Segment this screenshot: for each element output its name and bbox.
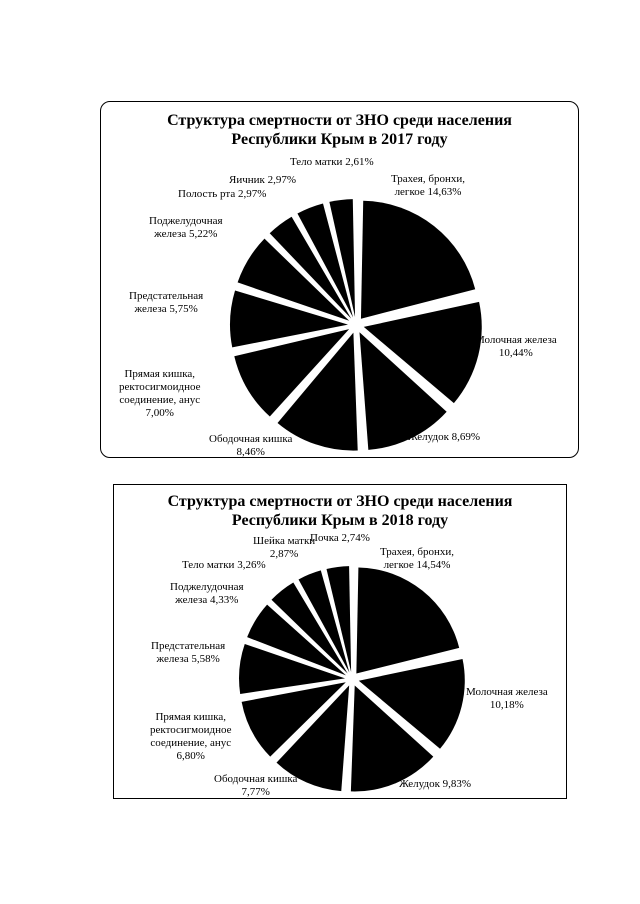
slice-label	[380, 546, 454, 572]
slice-label-line: 8,46%	[236, 446, 265, 458]
slice-label-line: железа 5,22%	[154, 228, 218, 240]
slice-label-line: Прямая кишка,	[124, 368, 196, 380]
slice-label	[229, 174, 296, 187]
chart-panel-2018	[113, 484, 567, 799]
slice-label	[399, 778, 471, 791]
slice-label-line: легкое 14,54%	[383, 559, 451, 571]
chart-title-line-1: Структура смертности от ЗНО среди населения	[167, 112, 512, 129]
slice-label	[475, 334, 557, 360]
slice-label-line: легкое 14,63%	[394, 186, 462, 198]
slice-label	[151, 640, 225, 666]
slice-label-line: Молочная железа	[466, 686, 548, 698]
slice-label-line: соединение, анус	[119, 394, 201, 406]
slice-label	[290, 156, 374, 169]
slice-label	[170, 581, 244, 607]
chart-title-line-2: Республики Крым в 2018 году	[231, 512, 449, 529]
slice-label	[408, 431, 480, 444]
pie-slice	[361, 201, 475, 319]
slice-label	[149, 215, 223, 241]
slice-label-line: Желудок 9,83%	[399, 778, 472, 790]
slice-label-line: Ободочная кишка	[214, 773, 298, 785]
slice-label-line: Трахея, бронхи,	[391, 173, 465, 185]
slice-label-line: 10,18%	[489, 699, 524, 711]
slice-label	[391, 173, 465, 199]
slice-label-line: Молочная железа	[475, 334, 557, 346]
slice-label	[209, 433, 292, 459]
slice-label	[150, 711, 232, 763]
slice-label-line: железа 5,58%	[156, 653, 220, 665]
chart-title-line-2: Республики Крым в 2017 году	[231, 131, 448, 148]
slice-label-line: Предстательная	[129, 290, 204, 302]
slice-label	[129, 290, 203, 316]
slice-label-line: 7,00%	[145, 407, 174, 419]
slice-label-line: Предстательная	[151, 640, 226, 652]
slice-label-line: Поджелудочная	[149, 215, 223, 227]
slice-label	[253, 535, 315, 561]
slice-label-line: Почка 2,74%	[310, 532, 370, 544]
slice-label-line: Тело матки 3,26%	[182, 559, 266, 571]
slice-label-line: 2,87%	[269, 548, 299, 560]
slice-label-line: железа 4,33%	[175, 594, 239, 606]
chart-title-line-1: Структура смертности от ЗНО среди населения	[167, 493, 513, 510]
slice-label	[119, 368, 201, 420]
chart-panel-2017	[100, 101, 579, 458]
slice-label-line: Тело матки 2,61%	[290, 156, 374, 168]
slice-label-line: железа 5,75%	[134, 303, 198, 315]
slice-label-line: ректосигмоидное	[150, 724, 232, 736]
slice-label-line: Полость рта 2,97%	[178, 188, 267, 200]
slice-label-line: Ободочная кишка	[209, 433, 293, 445]
slice-label-line: ректосигмоидное	[119, 381, 201, 393]
slice-label-line: 10,44%	[498, 347, 533, 359]
pie-slice	[356, 568, 459, 674]
slice-label-line: Трахея, бронхи,	[380, 546, 454, 558]
slice-label-line: соединение, анус	[150, 737, 232, 749]
slice-label-line: Прямая кишка,	[155, 711, 227, 723]
slice-label-line: Шейка матки	[253, 535, 316, 547]
slice-label	[178, 188, 266, 201]
slice-label	[466, 686, 548, 712]
slice-label-line: Поджелудочная	[170, 581, 244, 593]
slice-label	[310, 532, 370, 545]
slice-label-line: Желудок 8,69%	[408, 431, 481, 443]
slice-label	[214, 773, 297, 799]
slice-label-line: 7,77%	[241, 786, 270, 798]
slice-label-line: 6,80%	[176, 750, 205, 762]
slice-label-line: Яичник 2,97%	[229, 174, 297, 186]
